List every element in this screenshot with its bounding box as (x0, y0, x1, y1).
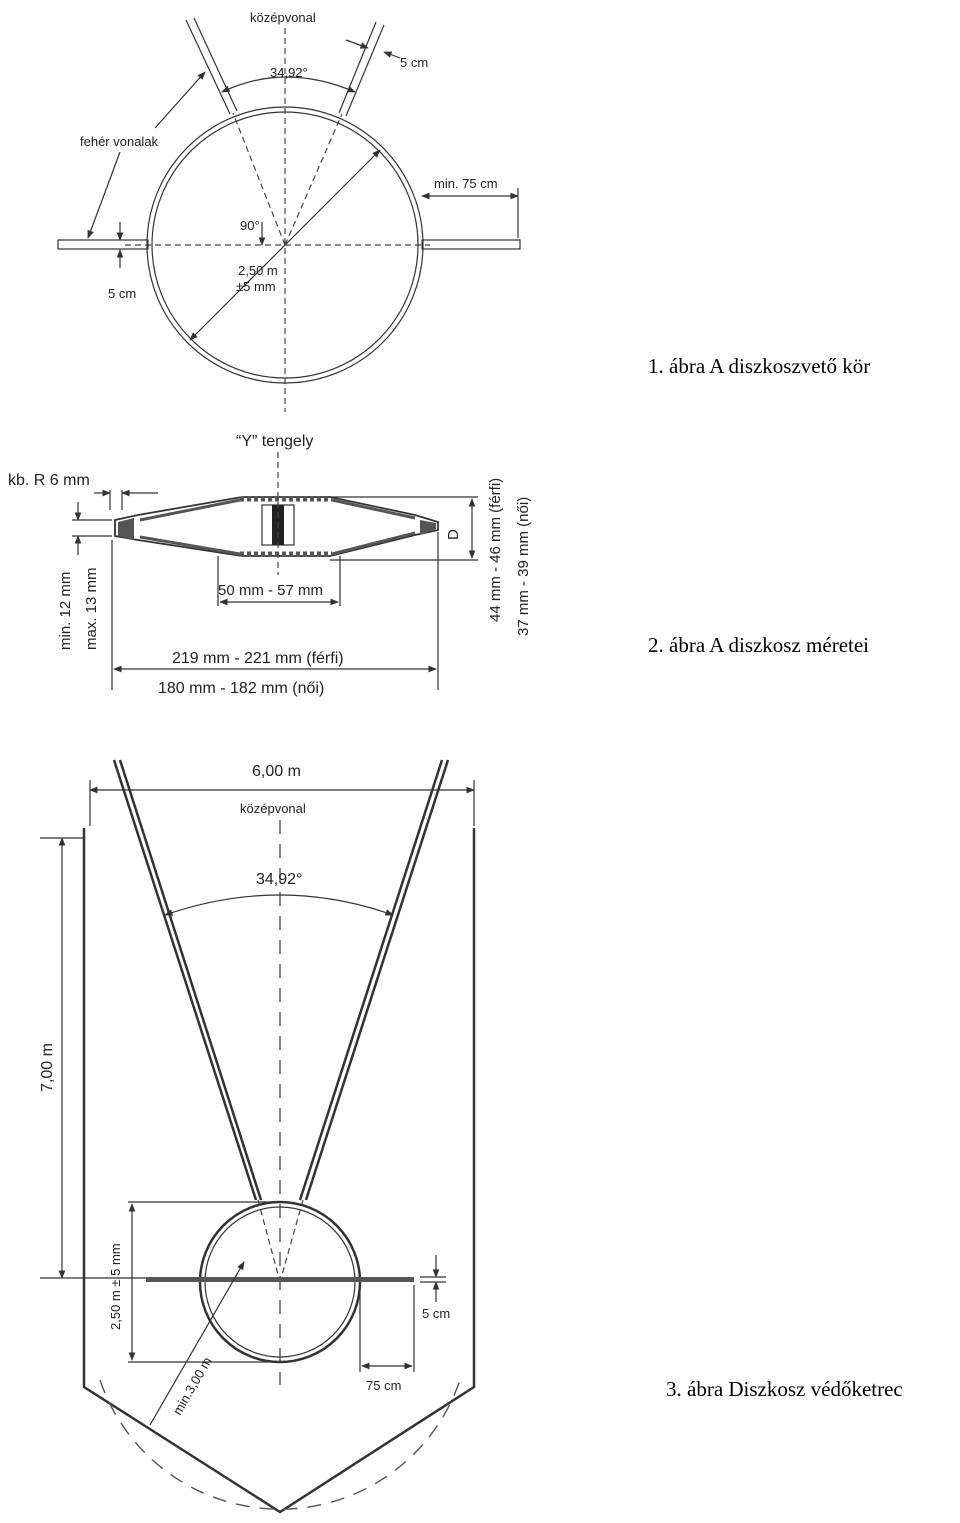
fig2-hub-label: 50 mm - 57 mm (218, 582, 324, 599)
fig3-sector-dash-left (258, 1200, 280, 1282)
fig1-white-lines-label: fehér vonalak (80, 134, 159, 149)
fig1-diameter-label: 2,50 m (238, 263, 278, 278)
fig1-5cm-top-label: 5 cm (400, 55, 429, 70)
figure2-caption: 2. ábra A diszkosz méretei (648, 633, 870, 657)
fig3-radius-arc (100, 1380, 460, 1509)
fig1-5cm-top-arrow-a (346, 40, 368, 48)
fig1-white-lines-leader-top (155, 72, 205, 128)
fig3-sector-left-b (120, 760, 261, 1200)
fig2-thickness-men-label: 44 mm - 46 mm (férfi) (487, 477, 504, 622)
fig1-right-angle-label: 90° (240, 218, 260, 233)
fig3-centerline-label: középvonal (240, 801, 306, 816)
fig2-rim-max-label: max. 13 mm (83, 567, 100, 650)
fig1-5cm-top-arrow-b (384, 52, 400, 58)
fig3-length-label: 7,00 m (39, 1043, 56, 1092)
fig2-diameter-women-label: 180 mm - 182 mm (női) (158, 680, 325, 697)
fig3-5cm-label: 5 cm (422, 1306, 451, 1321)
fig1-min75-label: min. 75 cm (434, 176, 498, 191)
fig3-sector-right-a (300, 760, 442, 1200)
fig1-sector-line-right-a (339, 22, 376, 113)
fig1-angle-label: 34,92° (270, 65, 308, 80)
figure2-discus-dimensions (8, 433, 532, 697)
fig3-width-label: 6,00 m (252, 763, 301, 780)
fig2-y-axis-label: “Y” tengely (236, 433, 314, 450)
fig1-sector-line-left-a (186, 20, 230, 114)
fig1-sector-line-right-b (346, 25, 384, 116)
fig1-white-line-left (58, 240, 148, 249)
fig1-sector-line-left-b (194, 18, 237, 111)
fig3-75cm-label: 75 cm (366, 1378, 402, 1393)
fig2-thickness-women-label: 37 mm - 39 mm (női) (515, 496, 532, 636)
fig1-white-lines-leader-bottom (88, 152, 120, 238)
fig3-angle-arc (165, 895, 393, 915)
figure1-throwing-circle (58, 10, 520, 412)
fig3-white-line (146, 1277, 414, 1282)
fig1-sector-dash-right (285, 114, 342, 245)
fig3-min-radius-label: min.3,00 m (169, 1354, 215, 1418)
fig1-white-line-right (422, 240, 520, 249)
fig1-5cm-side-label: 5 cm (108, 286, 137, 301)
fig3-sector-left-a (114, 760, 256, 1200)
figure1-caption: 1. ábra A diszkoszvető kör (648, 354, 871, 378)
fig1-tolerance-label: ±5 mm (236, 279, 276, 294)
fig3-cage-outline (84, 828, 474, 1512)
figure3-caption: 3. ábra Diszkosz védőketrec (666, 1377, 903, 1401)
fig3-sector-dash-right (280, 1200, 303, 1282)
fig3-angle-label: 34,92° (256, 871, 303, 888)
fig3-circle-label: 2,50 m ± 5 mm (108, 1243, 123, 1330)
figure3-discus-cage (39, 760, 474, 1512)
fig2-rim-min-label: min. 12 mm (57, 571, 74, 650)
fig2-diameter-men-label: 219 mm - 221 mm (férfi) (172, 650, 344, 667)
fig1-centerline-label: középvonal (250, 10, 316, 25)
fig3-sector-right-b (306, 760, 448, 1200)
fig2-radius-label: kb. R 6 mm (8, 472, 90, 489)
fig2-d-label: D (445, 529, 462, 540)
